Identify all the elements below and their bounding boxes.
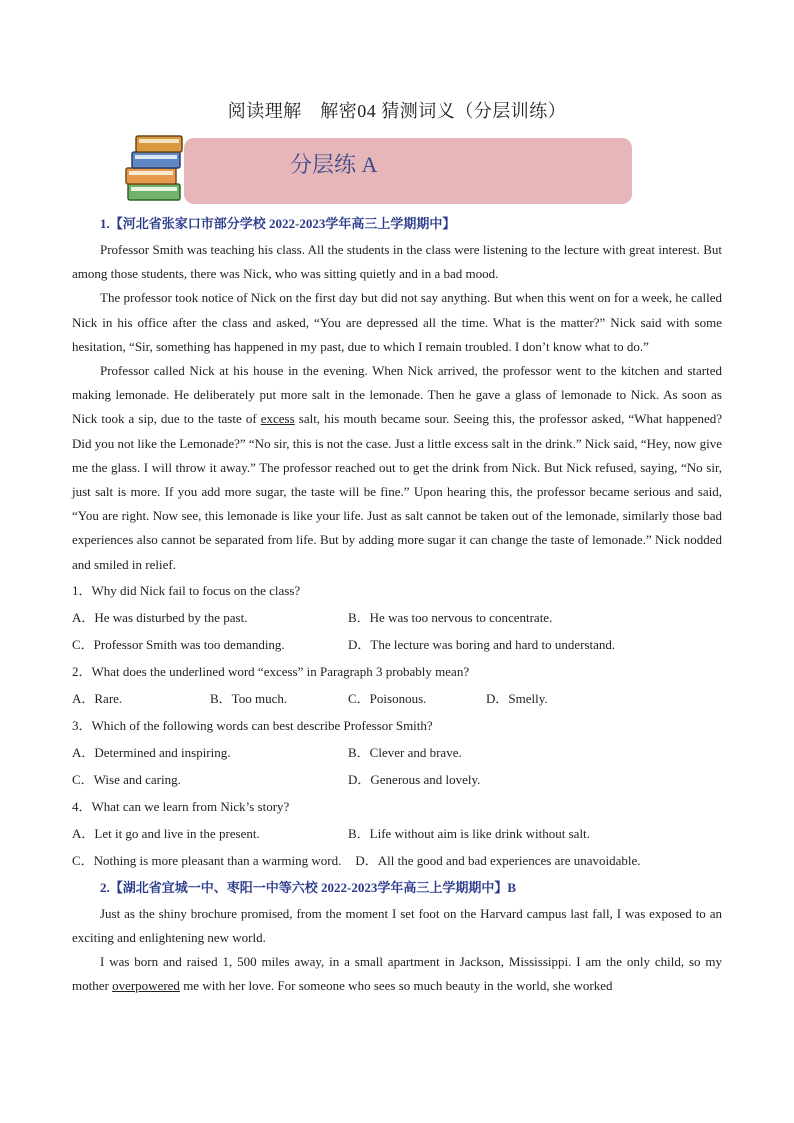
option-a: A．Rare.: [72, 690, 123, 706]
section-banner-label: 分层练 A: [290, 152, 378, 177]
option-d: D．Generous and lovely.: [348, 771, 481, 787]
passage-2-paragraph-1: Just as the shiny brochure promised, from the moment I set foot on the Harvard campus last fall, I was exposed to an exciting and enlightening new world.: [72, 905, 722, 946]
option-c: C．Professor Smith was too demanding.: [72, 636, 285, 652]
passage-2-paragraph-2: I was born and raised 1, 500 miles away, in a small apartment in Jackson, Mississippi. I am the only child, so my mother overpowered me with her love. For someone who sees so much beauty in the world, she worked: [72, 954, 722, 994]
question-stem: 3．Which of the following words can best describe Professor Smith?: [72, 717, 433, 733]
option-a: A．He was disturbed by the past.: [72, 609, 248, 625]
page-title: 阅读理解 解密04 猜测词义（分层训练）: [227, 101, 567, 121]
passage-1-source: 1.【河北省张家口市部分学校 2022-2023学年高三上学期期中】: [100, 216, 456, 231]
option-row: [72, 766, 722, 793]
books-icon: [122, 130, 188, 206]
section-banner: [184, 138, 632, 204]
option-c: C．Wise and caring.: [72, 771, 181, 787]
passage-1-paragraph-2: The professor took notice of Nick on the first day but did not say anything. But when this went on for a week, he called Nick in his office after the class and asked, “You are depressed all the time. What is the matter?” Nick said with some hesitation, “Sir, something has happened in my past, due to which I remain troubled. I don’t know what to do.”: [72, 290, 722, 354]
option-a: A．Let it go and live in the present.: [72, 825, 260, 841]
question-1: [72, 577, 722, 658]
option-b: B．Clever and brave.: [348, 744, 462, 760]
option-row: [72, 631, 722, 658]
option-row: [72, 604, 722, 631]
question-stem: 1．Why did Nick fail to focus on the class?: [72, 582, 301, 598]
option-d: D．All the good and bad experiences are unavoidable.: [355, 852, 641, 868]
question-3: [72, 712, 722, 793]
option-c: C．Nothing is more pleasant than a warming word.: [72, 852, 342, 868]
question-2: [72, 658, 722, 712]
question-stem: 2．What does the underlined word “excess” in Paragraph 3 probably mean?: [72, 663, 470, 679]
option-b: B．Too much.: [210, 690, 288, 706]
passage-2-source: 2.【湖北省宜城一中、枣阳一中等六校 2022-2023学年高三上学期期中】B: [100, 879, 517, 895]
underlined-word: overpowered: [112, 978, 180, 994]
option-row: [72, 739, 722, 766]
question-4: [72, 793, 722, 874]
option-b: B．Life without aim is like drink without salt.: [348, 825, 590, 841]
passage-1-paragraph-3: Professor called Nick at his house in the evening. When Nick arrived, the professor went to the kitchen and started making lemonade. He deliberately put more salt in the lemonade. Then he gave a glass of lemonade to Nick. As soon as Nick took a sip, due to the taste of excess salt, his mouth became sour. Seeing this, the professor asked, “What happened? Did you not like the Lemonade?” “No sir, this is not the case. Just a little excess salt in the drink.” Nick said, “Hey, now give me the glass. I will throw it away.” The professor reached out to get the drink from Nick. But Nick refused, saying, “No sir, just salt is more. If you add more sugar, the taste will be fine.” Upon hearing this, the professor became serious and said, “You are right. Now see, this lemonade is like your life. Just as salt cannot be taken out of the lemonade, similarly those bad experiences also cannot be separated from life. But by adding more sugar it can change the taste of lemonade.” Nick nodded and smiled in relief.: [72, 363, 722, 572]
option-a: A．Determined and inspiring.: [72, 744, 231, 760]
content: [72, 212, 722, 999]
option-c: C．Poisonous.: [348, 690, 427, 706]
option-d: D．The lecture was boring and hard to understand.: [348, 636, 616, 652]
option-row: [72, 685, 722, 712]
option-b: B．He was too nervous to concentrate.: [348, 609, 553, 625]
option-d: D．Smelly.: [486, 690, 548, 706]
question-stem: 4．What can we learn from Nick’s story?: [72, 798, 290, 814]
option-row: [72, 820, 722, 847]
passage-1-paragraph-1: Professor Smith was teaching his class. All the students in the class were listening to the lecture with great interest. But among those students, there was Nick, who was sitting quietly and in a bad mood.: [72, 242, 722, 282]
option-row: [72, 847, 722, 874]
underlined-word: excess: [260, 411, 295, 427]
